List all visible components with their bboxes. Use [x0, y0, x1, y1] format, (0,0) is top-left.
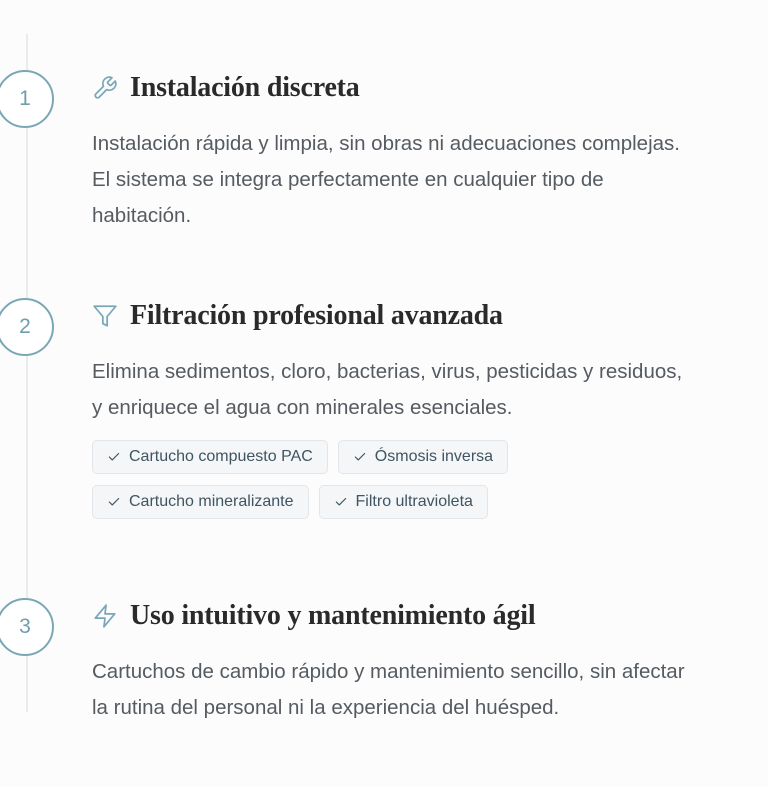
step-description [92, 126, 680, 234]
check-icon [353, 450, 367, 464]
feature-tags [92, 440, 612, 530]
feature-tag-label: Cartucho mineralizante [129, 493, 294, 510]
step-number: 3 [19, 615, 31, 638]
check-icon [107, 450, 121, 464]
feature-tag [338, 440, 508, 474]
step-description [92, 654, 685, 726]
description-line: y enriquece el agua con minerales esenciales. [92, 396, 513, 419]
feature-tag-label: Filtro ultravioleta [355, 493, 473, 510]
feature-tag [92, 440, 328, 474]
step-number: 1 [19, 87, 31, 110]
description-line: Instalación rápida y limpia, sin obras ni adecuaciones complejas. [92, 132, 680, 155]
description-line: Elimina sedimentos, cloro, bacterias, virus, pesticidas y residuos, [92, 360, 683, 383]
wrench-icon [92, 75, 118, 101]
step-description [92, 354, 682, 426]
filter-icon [92, 303, 118, 329]
step-title: Uso intuitivo y mantenimiento ágil [130, 600, 536, 631]
step-heading [92, 300, 503, 332]
step-title: Filtración profesional avanzada [130, 300, 503, 331]
step-number-badge [0, 598, 54, 656]
step-heading [92, 600, 535, 632]
feature-tag [92, 485, 309, 519]
description-line: El sistema se integra perfectamente en cualquier tipo de [92, 168, 604, 191]
feature-tag [319, 485, 488, 519]
description-line: la rutina del personal ni la experiencia del huésped. [92, 696, 560, 719]
feature-tag-label: Ósmosis inversa [374, 448, 494, 465]
step-title: Instalación discreta [130, 72, 360, 103]
step-heading [92, 72, 360, 104]
feature-tag-label: Cartucho compuesto PAC [129, 448, 313, 465]
step-number-badge [0, 70, 54, 128]
step-number-badge [0, 298, 54, 356]
check-icon [334, 495, 348, 509]
description-line: Cartuchos de cambio rápido y mantenimiento sencillo, sin afectar [92, 660, 685, 683]
step-number: 2 [19, 315, 31, 338]
description-line: habitación. [92, 204, 192, 227]
lightning-icon [92, 603, 118, 629]
check-icon [107, 495, 121, 509]
